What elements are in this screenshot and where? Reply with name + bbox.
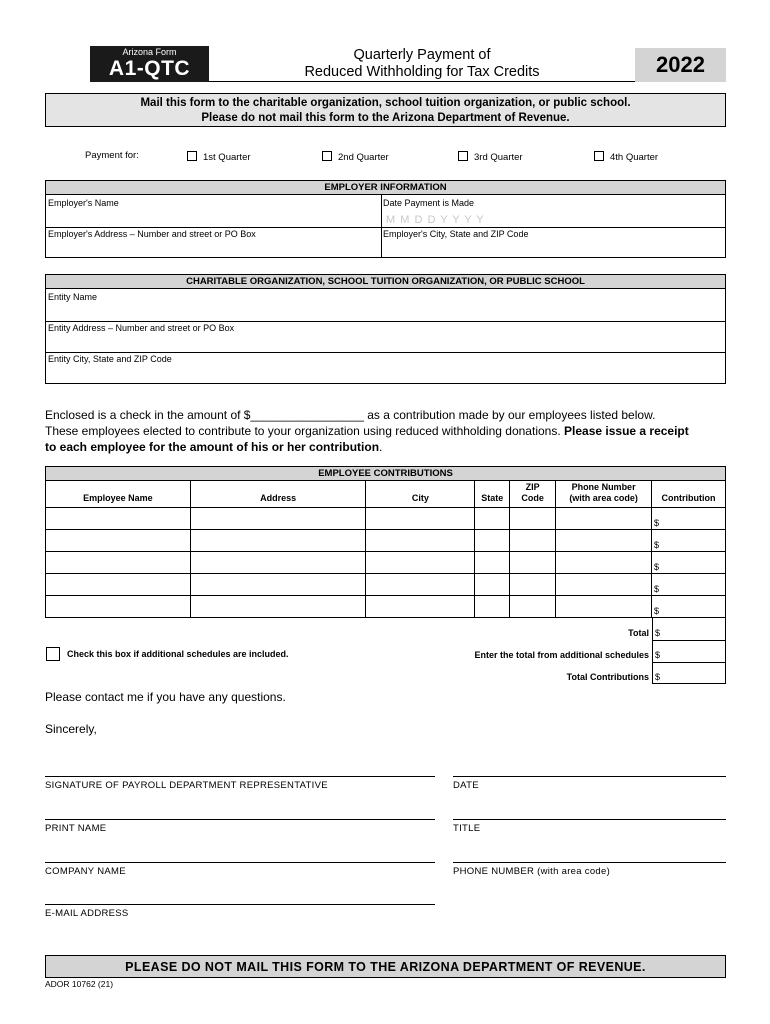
cell-phone[interactable] (556, 530, 652, 552)
email-label: E-MAIL ADDRESS (45, 908, 129, 919)
mailing-notice (45, 93, 726, 127)
notice-line1: Mail this form to the charitable organization, school tuition organization, or public school. (140, 97, 631, 109)
signature-line[interactable] (45, 776, 435, 777)
cell-state[interactable] (475, 530, 510, 552)
cell-contribution[interactable]: $ (652, 530, 726, 552)
enclosed-line1: Enclosed is a check in the amount of $_________________ as a contribution made by our employees listed below. (45, 408, 656, 422)
cell-employee-name[interactable] (46, 552, 191, 574)
entity-city-label: Entity City, State and ZIP Code (48, 354, 172, 364)
totals-box (652, 617, 726, 684)
tax-year: 2022 (635, 48, 726, 82)
company-name-label: COMPANY NAME (45, 866, 126, 877)
cell-contribution[interactable]: $ (652, 596, 726, 618)
employer-col-divider (381, 195, 382, 257)
date-label: DATE (453, 780, 479, 791)
cell-contribution[interactable]: $ (652, 574, 726, 596)
entity-section (45, 274, 726, 384)
entity-row-divider-1 (46, 321, 725, 322)
cell-state[interactable] (475, 552, 510, 574)
table-header-row (46, 481, 726, 508)
quarter-1-label: 1st Quarter (203, 152, 251, 163)
cell-zip[interactable] (510, 596, 556, 618)
cell-city[interactable] (366, 574, 475, 596)
quarter-4-label: 4th Quarter (610, 152, 659, 163)
payment-date-placeholder[interactable]: M M D D Y Y Y Y (386, 214, 485, 226)
quarter-2-label: 2nd Quarter (338, 152, 389, 163)
quarter-3-label: 3rd Quarter (474, 152, 523, 163)
table-row (46, 552, 726, 574)
col-phone-line1: Phone Number (571, 482, 636, 492)
title-label: TITLE (453, 823, 481, 834)
phone-number-line[interactable] (453, 862, 726, 863)
table-row (46, 530, 726, 552)
additional-total-amount[interactable]: $ (655, 650, 661, 660)
employer-city-label: Employer's City, State and ZIP Code (383, 229, 529, 239)
cell-city[interactable] (366, 596, 475, 618)
cell-zip[interactable] (510, 508, 556, 530)
col-state: State (475, 481, 510, 508)
quarter-3-checkbox[interactable] (458, 151, 468, 161)
cell-zip[interactable] (510, 530, 556, 552)
table-row (46, 508, 726, 530)
cell-contribution[interactable]: $ (652, 552, 726, 574)
cell-address[interactable] (190, 530, 366, 552)
quarter-4-option[interactable] (594, 148, 658, 163)
form-badge (90, 46, 209, 82)
notice-line2: Please do not mail this form to the Arizona Department of Revenue. (201, 112, 570, 124)
contributions-heading: EMPLOYEE CONTRIBUTIONS (45, 466, 726, 481)
entity-row-divider-2 (46, 352, 725, 353)
employer-row-divider (46, 227, 725, 228)
entity-name-label: Entity Name (48, 292, 98, 302)
quarter-3-option[interactable] (458, 148, 523, 163)
total-contributions-label: Total Contributions (566, 672, 649, 682)
cell-address[interactable] (190, 508, 366, 530)
footer-warning: PLEASE DO NOT MAIL THIS FORM TO THE ARIZONA DEPARTMENT OF REVENUE. (45, 955, 726, 978)
totals-divider-1 (653, 640, 725, 641)
quarter-2-option[interactable] (322, 148, 389, 163)
col-zip-line1: ZIP (525, 482, 540, 492)
signature-label: SIGNATURE OF PAYROLL DEPARTMENT REPRESENTATIVE (45, 780, 328, 791)
cell-phone[interactable] (556, 508, 652, 530)
totals-divider-2 (653, 662, 725, 663)
quarter-4-checkbox[interactable] (594, 151, 604, 161)
quarter-1-checkbox[interactable] (187, 151, 197, 161)
additional-schedules-label: Check this box if additional schedules are included. (67, 649, 289, 659)
total-label: Total (628, 628, 649, 638)
sincerely-line: Sincerely, (45, 722, 97, 736)
phone-number-label: PHONE NUMBER (with area code) (453, 866, 611, 877)
form-label: Arizona Form (122, 47, 177, 57)
contact-line: Please contact me if you have any questions. (45, 690, 286, 704)
form-title-line1: Quarterly Payment of (353, 47, 491, 63)
cell-employee-name[interactable] (46, 574, 191, 596)
employer-address-label: Employer's Address – Number and street or PO Box (48, 229, 256, 239)
cell-state[interactable] (475, 574, 510, 596)
cell-contribution[interactable]: $ (652, 508, 726, 530)
quarter-1-option[interactable] (187, 148, 251, 163)
enclosed-line2 (45, 423, 735, 439)
table-row (46, 574, 726, 596)
col-contribution: Contribution (652, 481, 726, 508)
form-code: A1-QTC (108, 57, 191, 80)
cell-phone[interactable] (556, 552, 652, 574)
col-zip (510, 481, 556, 508)
cell-zip[interactable] (510, 552, 556, 574)
enclosed-line3 (45, 439, 735, 455)
cell-employee-name[interactable] (46, 508, 191, 530)
enclosed-line3-bold: to each employee for the amount of his or her contribution (45, 440, 380, 454)
form-code-footer: ADOR 10762 (21) (45, 979, 114, 989)
form-title (209, 47, 635, 81)
cell-address[interactable] (190, 596, 366, 618)
print-name-line[interactable] (45, 819, 435, 820)
enclosed-line2-text: These employees elected to contribute to your organization using reduced withholding donations. (45, 424, 561, 438)
entity-heading: CHARITABLE ORGANIZATION, SCHOOL TUITION ORGANIZATION, OR PUBLIC SCHOOL (45, 274, 726, 289)
cell-phone[interactable] (556, 574, 652, 596)
cell-city[interactable] (366, 552, 475, 574)
total-amount[interactable]: $ (655, 628, 661, 638)
cell-city[interactable] (366, 530, 475, 552)
cell-city[interactable] (366, 508, 475, 530)
cell-employee-name[interactable] (46, 530, 191, 552)
table-row (46, 596, 726, 618)
payment-date-label: Date Payment is Made (383, 198, 475, 208)
employer-name-label: Employer's Name (48, 198, 119, 208)
col-city: City (366, 481, 475, 508)
cell-address[interactable] (190, 574, 366, 596)
title-line[interactable] (453, 819, 726, 820)
enclosed-line2-bold: Please issue a receipt (564, 424, 689, 438)
col-employee-name: Employee Name (46, 481, 191, 508)
email-line[interactable] (45, 904, 435, 905)
date-line[interactable] (453, 776, 726, 777)
entity-address-label: Entity Address – Number and street or PO Box (48, 323, 235, 333)
col-zip-line2: Code (521, 493, 544, 503)
cell-employee-name[interactable] (46, 596, 191, 618)
cell-state[interactable] (475, 508, 510, 530)
col-phone-line2: (with area code) (569, 493, 638, 503)
additional-schedules-checkbox[interactable] (46, 647, 60, 661)
print-name-label: PRINT NAME (45, 823, 107, 834)
total-contributions-amount[interactable]: $ (655, 672, 661, 682)
col-address: Address (190, 481, 366, 508)
enclosed-line3-end: . (379, 440, 383, 454)
form-title-line2: Reduced Withholding for Tax Credits (304, 64, 540, 80)
col-phone (556, 481, 652, 508)
enclosed-paragraph (45, 407, 735, 455)
quarter-2-checkbox[interactable] (322, 151, 332, 161)
employer-heading: EMPLOYER INFORMATION (45, 180, 726, 195)
cell-address[interactable] (190, 552, 366, 574)
employer-section (45, 180, 726, 258)
additional-total-label: Enter the total from additional schedules (474, 650, 649, 660)
cell-zip[interactable] (510, 574, 556, 596)
header-divider (209, 81, 635, 82)
company-name-line[interactable] (45, 862, 435, 863)
payment-for-label: Payment for: (85, 150, 139, 161)
cell-state[interactable] (475, 596, 510, 618)
additional-schedules-option[interactable] (46, 647, 289, 661)
contributions-table (45, 480, 726, 618)
cell-phone[interactable] (556, 596, 652, 618)
